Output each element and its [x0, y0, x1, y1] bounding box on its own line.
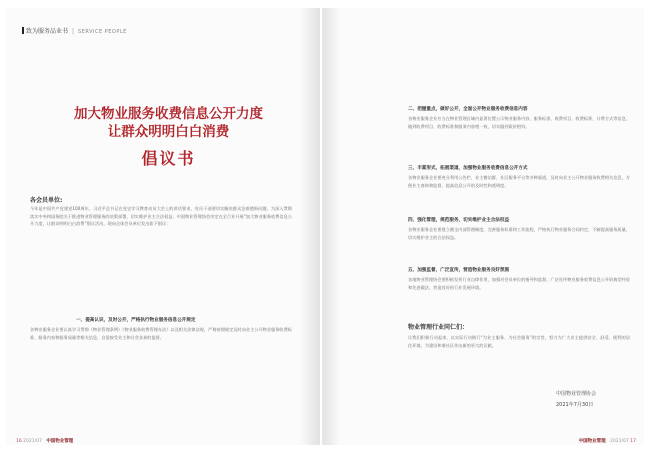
section-3-body: 各物业服务企业要充分利用公告栏、业主微信群、社区服务平台等多种渠道，及时向业主公开物业服务收费相关信息，方便业主查询和监督，提高信息公开的及时性和透明度。 [408, 175, 630, 188]
right-magazine-name: 中国物业管理 [578, 439, 606, 444]
left-page-number: 16 [16, 439, 22, 444]
gutter-shadow-right [322, 8, 340, 445]
left-magazine-name: 中国物业管理 [46, 439, 74, 444]
section-2-title: 二、把握重点，做好公开，全面公开物业服务收费信息内容 [408, 107, 528, 112]
title-line-1: 加大物业服务收费信息公开力度 [74, 106, 263, 122]
section-1-body: 各物业服务企业要认真学习贯彻《物业管理条例》《物业服务收费管理办法》以及相关法律法规，严格按照规定及时向业主公开物业服务收费标准、服务内容和服务质量等相关信息，自觉接受业主和社会各界的监督。 [30, 327, 292, 340]
right-page-number: 17 [630, 439, 636, 444]
gutter-shadow-left [300, 8, 320, 445]
right-footer [576, 438, 636, 444]
section-4-body: 各物业服务企业要建立健全内部管理制度，完善服务标准和工作流程，严格执行物业服务合同约定，不断提高服务质量，切实维护业主的合法权益。 [408, 227, 630, 240]
header-bar-icon [22, 27, 24, 34]
title-line-2: 让群众明明白白消费 [107, 124, 230, 140]
section-5-body: 各地物业管理协会要积极发挥行业自律作用，加强对会员单位的指导和监督，广泛宣传物业服务收费信息公开的典型经验和先进做法，营造良好的行业发展环境。 [408, 277, 630, 290]
right-page [324, 8, 644, 445]
section-english-label: SERVICE PEOPLE [78, 29, 127, 35]
section-header: 致为服务品业书 | SERVICE PEOPLE [22, 26, 127, 35]
section-2-body: 各物业服务企业应当在物业管理区域内显著位置公示物业服务内容、服务标准、收费项目、收费标准、计费方式等信息，做到收费项目、收费标准和服务内容相一致，切实做到质价相符。 [408, 116, 630, 129]
left-footer [16, 438, 76, 444]
section-1-title: 一、提高认识，及时公开，严格执行物业服务信息公开规定 [76, 318, 196, 323]
section-4-title: 四、强化管理，规范服务，切实维护业主合法权益 [408, 218, 510, 223]
right-issue: 2021/07 [610, 439, 629, 444]
left-issue: 2021/07 [23, 439, 42, 444]
section-5-title: 五、加强监督，广泛宣传，营造物业服务良好氛围 [408, 268, 510, 273]
section-label: 致为服务品业书 [26, 28, 69, 35]
left-page [6, 8, 320, 445]
closing-body: 让我们积极行动起来，以实际行动践行“为业主服务、为社会服务”的宗旨，努力为广大业主提供安全、舒适、便利的居住环境，为建设和谐社区作出新的更大的贡献。 [408, 335, 630, 348]
intro-paragraph: 今年是中国共产党建党100周年，习近平总书记在党史学习教育动员大会上的讲话要求，党员干部要切实解决群众急难愁盼问题。为深入贯彻落实中央和国务院关于推进物业管理服务的决策部署，切实维护业主合法权益，中国物业管理协会决定在全行业开展“加大物业服务收费信息公开力度，让群众明明白白消费”倡议活动，现向全体会员单位发出如下倡议： [30, 206, 292, 227]
closing-title: 物业管理行业同仁们： [408, 324, 469, 331]
signature-date: 2021年7月30日 [556, 402, 594, 408]
section-3-title: 三、丰富形式，拓展渠道，加强物业服务收费信息公开方式 [408, 166, 528, 171]
salutation: 各会员单位: [30, 197, 63, 204]
document-type-title: 倡议书 [141, 149, 196, 168]
signature-org: 中国物业管理协会 [556, 391, 597, 397]
